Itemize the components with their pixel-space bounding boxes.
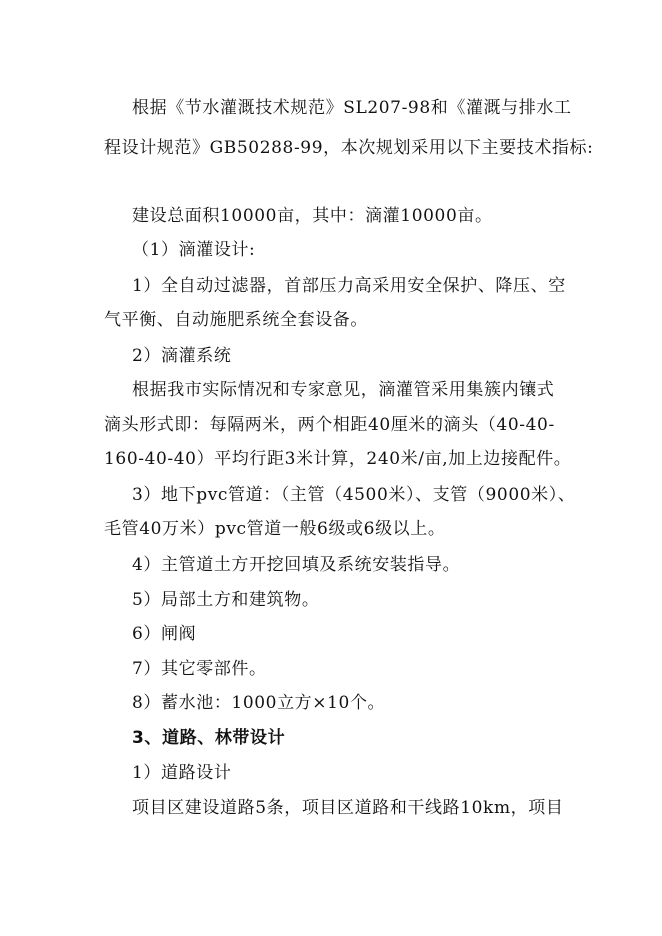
item-2-body-line-2: 滴头形式即：每隔两米，两个相距40厘米的滴头（40-40- [104, 415, 555, 435]
road-design-title: 1）道路设计 [132, 763, 232, 783]
item-2-body-line-3: 160-40-40）平均行距3米计算，240米/亩,加上边接配件。 [104, 449, 572, 469]
item-5: 5）局部土方和建筑物。 [132, 590, 320, 610]
item-8: 8）蓄水池：1000立方×10个。 [132, 693, 386, 713]
road-design-body: 项目区建设道路5条，项目区道路和干线路10km，项目 [132, 798, 564, 818]
item-7: 7）其它零部件。 [132, 659, 267, 679]
item-2-title: 2）滴灌系统 [132, 346, 232, 366]
item-6: 6）闸阀 [132, 624, 197, 644]
intro-line-2: 程设计规范》GB50288-99，本次规划采用以下主要技术指标: [104, 138, 594, 158]
area-summary: 建设总面积10000亩，其中：滴灌10000亩。 [132, 206, 493, 226]
item-1-line-1: 1）全自动过滤器，首部压力高采用安全保护、降压、空 [132, 276, 566, 296]
section-1-title: （1）滴灌设计: [132, 240, 256, 260]
item-3-line-2: 毛管40万米）pvc管道一般6级或6级以上。 [104, 519, 446, 539]
item-1-line-2: 气平衡、自动施肥系统全套设备。 [104, 310, 368, 330]
item-4: 4）主管道土方开挖回填及系统安装指导。 [132, 555, 461, 575]
item-3-line-1: 3）地下pvc管道：（主管（4500米）、支管（9000米）、 [132, 485, 576, 505]
item-2-body-line-1: 根据我市实际情况和专家意见，滴灌管采用集簇内镶式 [132, 380, 555, 400]
intro-line-1: 根据《节水灌溉技术规范》SL207-98和《灌溉与排水工 [132, 98, 572, 118]
section-3-title: 3、道路、林带设计 [132, 728, 286, 748]
